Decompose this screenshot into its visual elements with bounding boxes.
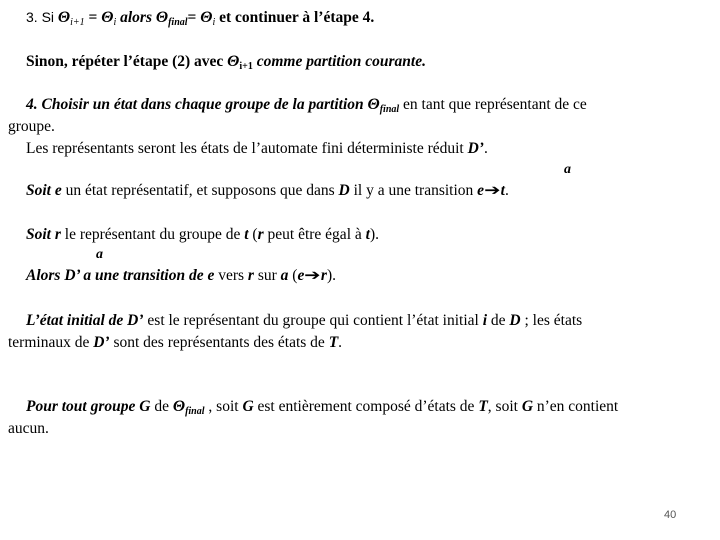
g-letter-2: G bbox=[521, 398, 534, 415]
terminaux-text: terminaux de bbox=[8, 334, 94, 351]
g-letter: G bbox=[242, 398, 254, 415]
arrow-right-icon: ➔ bbox=[484, 183, 501, 199]
d-prime: D’ bbox=[93, 334, 110, 351]
pour-tout-rest: n’en contient bbox=[533, 398, 619, 415]
d-letter: D bbox=[509, 312, 521, 329]
sinon-line bbox=[26, 53, 426, 76]
alors-d-line bbox=[26, 267, 336, 285]
etat-initial-rest: ; les états bbox=[520, 312, 583, 329]
soit-r-mid2: peut être égal à bbox=[263, 226, 366, 243]
i-letter: i bbox=[482, 312, 488, 329]
transition-label-a: a bbox=[564, 162, 571, 177]
r-letter: r bbox=[257, 226, 264, 243]
etat-initial-mid: est le représentant du groupe qui contient l’état initial bbox=[143, 312, 483, 329]
step4-continuation: groupe. bbox=[8, 118, 55, 135]
r-letter-2: r bbox=[320, 267, 327, 284]
theta-symbol: Θ bbox=[57, 9, 71, 26]
alors-word: alors bbox=[116, 9, 156, 26]
soit-r: Soit r bbox=[26, 226, 61, 243]
a-letter: a bbox=[280, 267, 289, 284]
subscript-i: i bbox=[113, 17, 117, 28]
soit-r-line bbox=[26, 226, 379, 244]
t-letter: t bbox=[244, 226, 249, 243]
t-letter: t bbox=[500, 182, 505, 199]
pour-tout-line-2: aucun. bbox=[8, 420, 49, 437]
step3-line bbox=[26, 8, 374, 32]
paren-close: ). bbox=[369, 226, 379, 243]
t-letter: T bbox=[328, 334, 339, 351]
transition-label-a-2: a bbox=[96, 247, 103, 262]
dot: . bbox=[483, 140, 488, 157]
etat-initial-bi: L’état initial de D’ bbox=[26, 312, 144, 329]
step4-line bbox=[26, 96, 587, 119]
subscript-final: final bbox=[168, 17, 188, 28]
sinon-text: Sinon, répéter l’étape (2) avec bbox=[26, 53, 228, 70]
sinon-rest: comme partition courante. bbox=[252, 53, 426, 70]
theta-symbol: Θ bbox=[155, 9, 169, 26]
equals: = bbox=[84, 9, 102, 26]
subscript-i-plus-1: i+1 bbox=[239, 61, 253, 72]
representants-text: Les représentants seront les états de l’automate fini déterministe réduit bbox=[26, 140, 468, 157]
soit-e-mid: un état représentatif, et supposons que dans bbox=[61, 182, 339, 199]
dot: . bbox=[504, 182, 509, 199]
de: de bbox=[487, 312, 510, 329]
t-letter-2: t bbox=[365, 226, 370, 243]
step3-prefix: 3. Si bbox=[26, 9, 58, 25]
theta-symbol: Θ bbox=[101, 9, 114, 26]
e-letter: e bbox=[477, 182, 485, 199]
step3-rest: et continuer à l’étape 4. bbox=[215, 9, 375, 26]
soit-e: Soit e bbox=[26, 182, 62, 199]
theta-symbol: Θ bbox=[172, 398, 186, 415]
theta-symbol: Θ bbox=[367, 96, 380, 113]
representants-line bbox=[26, 140, 488, 158]
pour-tout-line bbox=[26, 398, 618, 421]
t-letter: T bbox=[478, 398, 488, 415]
paren-close: ). bbox=[326, 267, 337, 284]
terminaux-mid: sont des représentants des états de bbox=[109, 334, 329, 351]
equals-2: = bbox=[187, 9, 201, 26]
etat-initial-line bbox=[26, 312, 582, 330]
arrow-right-icon: ➔ bbox=[304, 268, 321, 284]
theta-symbol: Θ bbox=[227, 53, 240, 70]
step4-rest: en tant que représentant de ce bbox=[399, 96, 587, 113]
subscript-i-plus-1: i+1 bbox=[70, 17, 85, 28]
soit-e-line bbox=[26, 182, 509, 200]
subscript-final: final bbox=[185, 406, 205, 417]
theta-symbol: Θ bbox=[200, 9, 213, 26]
soit: , soit bbox=[204, 398, 243, 415]
paren-open: ( bbox=[288, 267, 298, 284]
alors-d-text: Alors D’ a une transition de e bbox=[26, 267, 215, 284]
r-letter: r bbox=[247, 267, 254, 284]
pour-tout-mid2: est entièrement composé d’états de bbox=[253, 398, 479, 415]
d-letter: D bbox=[338, 182, 350, 199]
sur: sur bbox=[253, 267, 281, 284]
subscript-final: final bbox=[379, 104, 400, 115]
page-number: 40 bbox=[664, 509, 677, 521]
e-letter: e bbox=[297, 267, 305, 284]
de: de bbox=[150, 398, 173, 415]
soit-2: , soit bbox=[487, 398, 522, 415]
etat-initial-line-2 bbox=[8, 334, 342, 352]
soit-e-mid2: il y a une transition bbox=[349, 182, 478, 199]
vers: vers bbox=[214, 267, 248, 284]
paren-open: ( bbox=[248, 226, 258, 243]
dot: . bbox=[338, 334, 343, 351]
subscript-i: i bbox=[212, 17, 216, 28]
soit-r-mid: le représentant du groupe de bbox=[60, 226, 245, 243]
d-prime: D’ bbox=[467, 140, 484, 157]
step4-text: 4. Choisir un état dans chaque groupe de la partition bbox=[26, 96, 368, 113]
pour-tout-bi: Pour tout groupe G bbox=[26, 398, 151, 415]
